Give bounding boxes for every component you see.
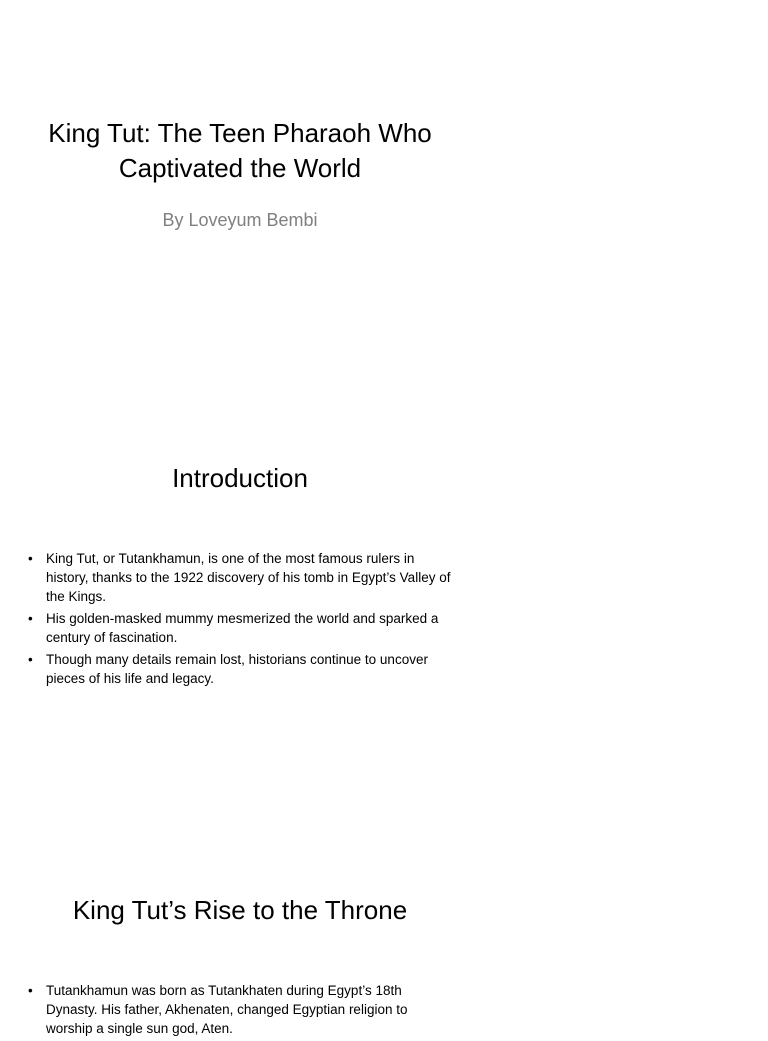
list-item — [28, 981, 452, 1038]
bullet-text: His golden-masked mummy mesmerized the world and sparked a century of fascination. — [46, 611, 439, 645]
bullet-marker: • — [28, 652, 33, 667]
introduction-slide — [0, 432, 480, 864]
bullet-text: King Tut, or Tutankhamun, is one of the most famous rulers in history, thanks to the 1922 discovery of his tomb in Egypt’s Valley of the Kings. — [46, 551, 451, 604]
title-slide — [0, 0, 480, 432]
author-byline: By Loveyum Bembi — [162, 210, 318, 230]
list-item — [28, 650, 452, 688]
rise-to-throne-heading: King Tut’s Rise to the Throne — [72, 895, 408, 925]
rise-to-throne-slide — [0, 864, 480, 1036]
bullet-text: Tutankhamun was born as Tutankhaten during Egypt’s 18th Dynasty. His father, Akhenaten, changed Egyptian religion to worship a single sun god, Aten. — [46, 983, 408, 1036]
bullet-text: Though many details remain lost, historians continue to uncover pieces of his life and legacy. — [46, 652, 428, 686]
bullet-marker: • — [28, 551, 33, 566]
rise-to-throne-bullet-list — [28, 981, 452, 1041]
bullet-marker: • — [28, 611, 33, 626]
list-item — [28, 609, 452, 647]
introduction-heading: Introduction — [172, 463, 308, 493]
presentation-title: King Tut: The Teen Pharaoh Who Captivated the World — [48, 118, 432, 183]
bullet-marker: • — [28, 983, 33, 998]
introduction-bullet-list — [28, 549, 452, 691]
list-item — [28, 549, 452, 606]
